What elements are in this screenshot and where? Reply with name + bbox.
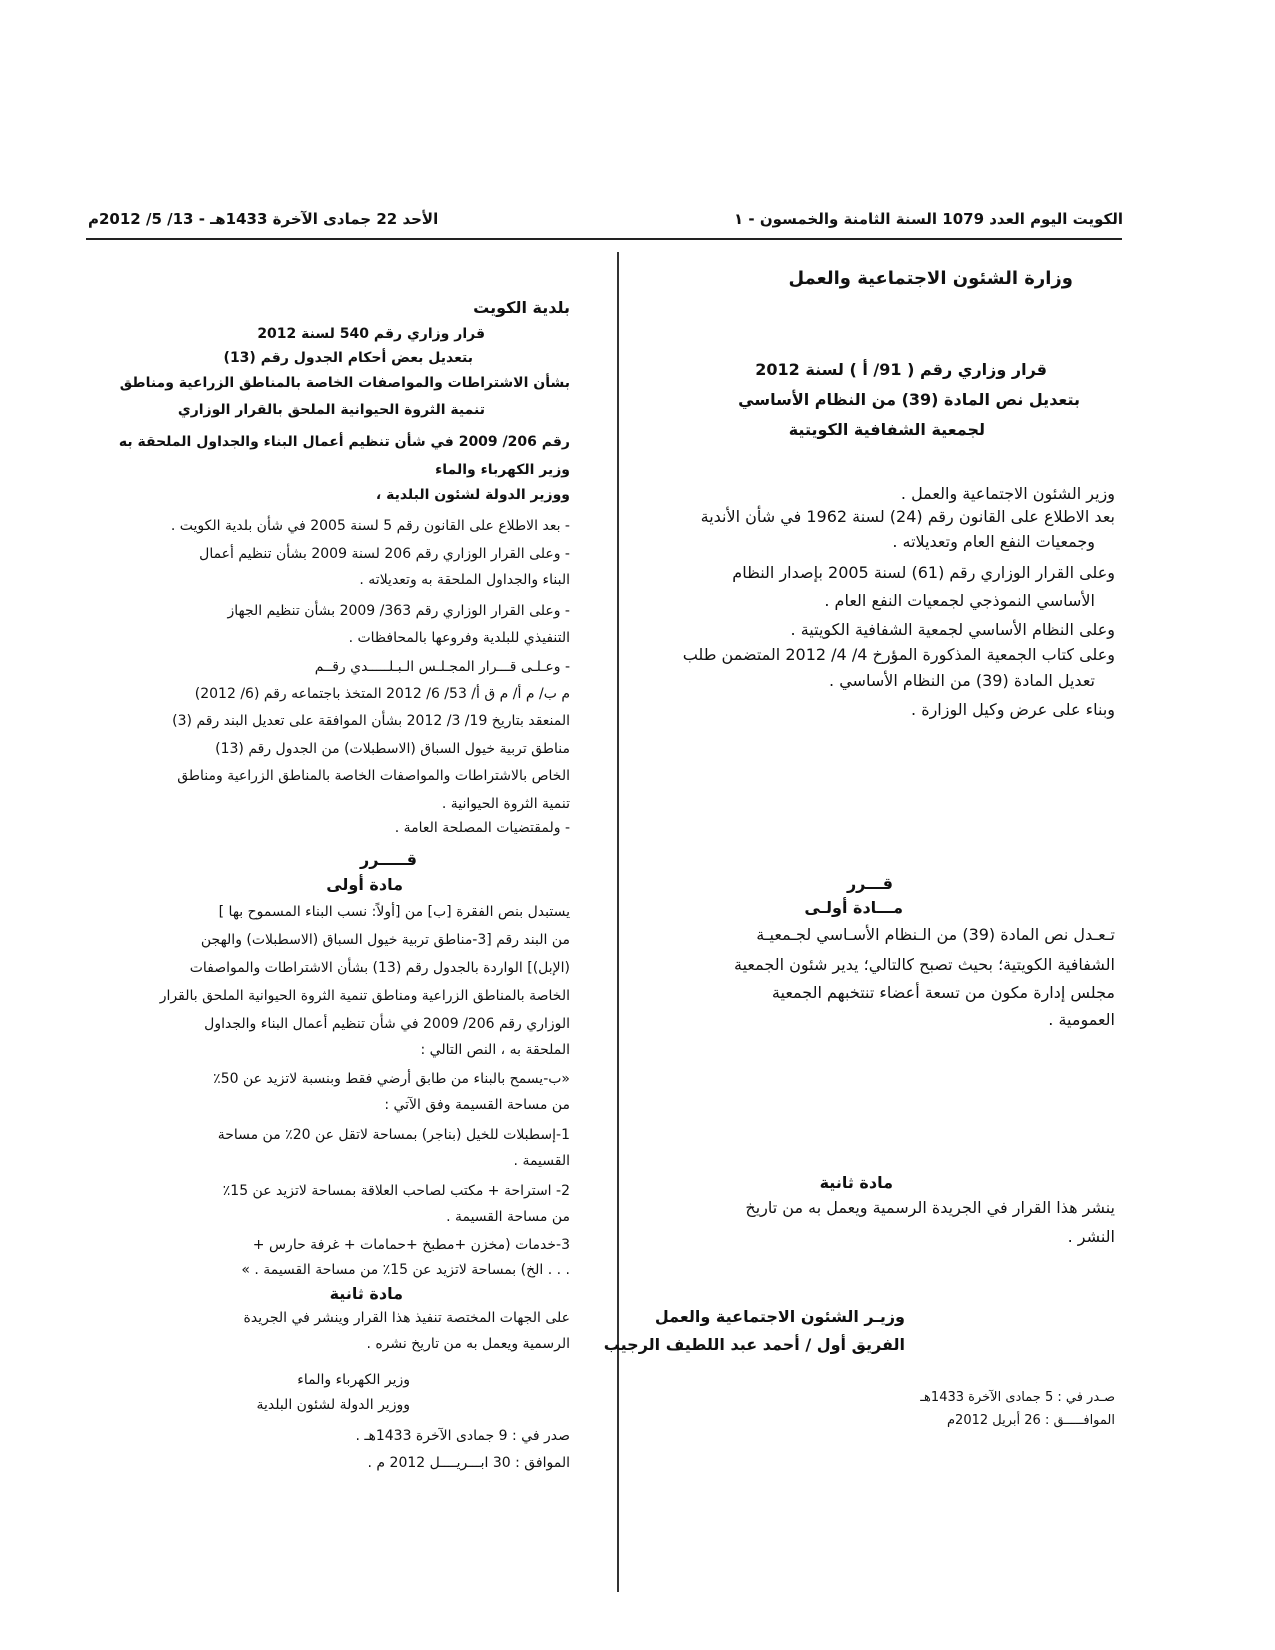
article-1-line: الشفافية الكويتية؛ بحيث تصبح كالتالي؛ يدير شئون الجمعية bbox=[734, 955, 1115, 974]
preamble-line: المنعقد بتاريخ 19/ 3/ 2012 بشأن الموافقة على تعديل البند رقم (3) bbox=[172, 713, 570, 729]
issue-date-line: صدر في : 9 جمادى الآخرة 1433هـ . bbox=[355, 1428, 570, 1444]
gazette-date-header: الأحد 22 جمادى الآخرة 1433هـ - 13/ 5/ 2012م bbox=[88, 210, 439, 228]
decree-title-line: ووزير الدولة لشئون البلدية ، bbox=[375, 487, 570, 503]
article-1-line: الملحقة به ، النص التالي : bbox=[420, 1042, 570, 1058]
preamble-line: - وعلى القرار الوزاري رقم 206 لسنة 2009 بشأن تنظيم أعمال bbox=[199, 546, 570, 562]
article-2-line: ينشر هذا القرار في الجريدة الرسمية ويعمل به من تاريخ bbox=[745, 1198, 1115, 1217]
article-1-line: الخاصة بالمناطق الزراعية ومناطق تنمية الثروة الحيوانية الملحق بالقرار bbox=[159, 988, 570, 1004]
decided-heading: قـــرر bbox=[846, 874, 893, 893]
clause-2-line: من مساحة القسيمة . bbox=[446, 1209, 570, 1225]
preamble-line: تنمية الثروة الحيوانية . bbox=[441, 796, 570, 812]
decree-title-line: قرار وزاري رقم 540 لسنة 2012 bbox=[257, 326, 485, 342]
decree-title-line: قرار وزاري رقم ( 91/ أ ) لسنة 2012 bbox=[755, 360, 1047, 379]
decree-title-line: بشأن الاشتراطات والمواصفات الخاصة بالمناطق الزراعية ومناطق bbox=[119, 375, 570, 391]
article-1-line: العمومية . bbox=[1048, 1010, 1115, 1029]
clause-b-line: «ب-يسمح بالبناء من طابق أرضي فقط وبنسبة لاتزيد عن 50٪ bbox=[213, 1071, 570, 1087]
signer-title: ووزير الدولة لشئون البلدية bbox=[256, 1397, 410, 1413]
article-1-heading: مادة أولى bbox=[326, 875, 403, 894]
signer-name: الفريق أول / أحمد عبد اللطيف الرجيب bbox=[603, 1335, 905, 1354]
preamble-line: - ولمقتضيات المصلحة العامة . bbox=[394, 820, 570, 836]
gazette-issue-header: الكويت اليوم العدد 1079 السنة الثامنة والخمسون - ١ bbox=[734, 210, 1123, 228]
issue-date-line: الموافـــــق : 26 أبريل 2012م bbox=[946, 1413, 1115, 1428]
preamble-line: - وعلى القرار الوزاري رقم 363/ 2009 بشأن تنظيم الجهاز bbox=[227, 603, 570, 619]
clause-3-line: . . . الخ) بمساحة لاتزيد عن 15٪ من مساحة القسيمة . » bbox=[241, 1262, 570, 1278]
article-1-line: تـعـدل نص المادة (39) من الـنظام الأسـاسي لجـمعيـة bbox=[756, 925, 1115, 944]
signer-title: وزير الكهرباء والماء bbox=[297, 1372, 410, 1388]
decree-title-line: بتعديل نص المادة (39) من النظام الأساسي bbox=[738, 390, 1080, 409]
column-divider bbox=[617, 252, 619, 1592]
decided-heading: قـــــرر bbox=[360, 850, 417, 869]
preamble-line: البناء والجداول الملحقة به وتعديلاته . bbox=[359, 572, 570, 588]
article-1-line: (الإبل)] الواردة بالجدول رقم (13) بشأن الاشتراطات والمواصفات bbox=[189, 960, 570, 976]
article-2-line: النشر . bbox=[1067, 1227, 1115, 1246]
preamble-line: وزير الشئون الاجتماعية والعمل . bbox=[900, 484, 1115, 503]
preamble-line: وجمعيات النفع العام وتعديلاته . bbox=[892, 532, 1095, 551]
decree-title-line: لجمعية الشفافية الكويتية bbox=[788, 420, 985, 439]
article-2-line: على الجهات المختصة تنفيذ هذا القرار وينشر في الجريدة bbox=[243, 1310, 570, 1326]
clause-2-line: 2- استراحة + مكتب لصاحب العلاقة بمساحة لاتزيد عن 15٪ bbox=[222, 1183, 570, 1199]
article-1-line: من البند رقم [3-مناطق تربية خيول السباق (الاسطبلات) والهجن bbox=[200, 932, 570, 948]
preamble-line: م ب/ م أ/ م ق أ/ 53/ 6/ 2012 المتخذ باجتماعه رقم (6/ 2012) bbox=[194, 686, 570, 702]
ministry-heading: وزارة الشئون الاجتماعية والعمل bbox=[788, 268, 1073, 289]
article-1-line: يستبدل بنص الفقرة [ب] من [أولاً: نسب البناء المسموح بها ] bbox=[218, 904, 570, 920]
preamble-line: التنفيذي للبلدية وفروعها بالمحافظات . bbox=[348, 630, 570, 646]
preamble-line: وعلى كتاب الجمعية المذكورة المؤرخ 4/ 4/ 2012 المتضمن طلب bbox=[682, 645, 1115, 664]
clause-1-line: 1-إسطبلات للخيل (بناجر) بمساحة لاتقل عن 20٪ من مساحة bbox=[217, 1127, 570, 1143]
signer-title: وزيـر الشئون الاجتماعية والعمل bbox=[654, 1307, 905, 1326]
preamble-line: وبناء على عرض وكيل الوزارة . bbox=[911, 700, 1115, 719]
article-1-line: مجلس إدارة مكون من تسعة أعضاء تنتخبهم الجمعية bbox=[771, 983, 1115, 1002]
decree-title-line: رقم 206/ 2009 في شأن تنظيم أعمال البناء والجداول الملحقة به bbox=[118, 434, 570, 450]
article-1-line: الوزاري رقم 206/ 2009 في شأن تنظيم أعمال البناء والجداول bbox=[204, 1016, 570, 1032]
preamble-line: مناطق تربية خيول السباق (الاسطبلات) من الجدول رقم (13) bbox=[215, 741, 570, 757]
preamble-line: - بعد الاطلاع على القانون رقم 5 لسنة 2005 في شأن بلدية الكويت . bbox=[170, 518, 570, 534]
preamble-line: - وعـلـى قـــرار المجـلـس الـبـلـــــدي رقــم bbox=[314, 659, 570, 675]
article-2-line: الرسمية ويعمل به من تاريخ نشره . bbox=[366, 1336, 570, 1352]
clause-b-line: من مساحة القسيمة وفق الآتي : bbox=[384, 1097, 570, 1113]
preamble-line: الخاص بالاشتراطات والمواصفات الخاصة بالمناطق الزراعية ومناطق bbox=[177, 768, 570, 784]
municipality-heading: بلدية الكويت bbox=[473, 298, 570, 317]
article-1-heading: مـــادة أولـى bbox=[804, 898, 903, 917]
preamble-line: بعد الاطلاع على القانون رقم (24) لسنة 1962 في شأن الأندية bbox=[700, 507, 1115, 526]
header-rule bbox=[86, 238, 1122, 240]
article-2-heading: مادة ثانية bbox=[819, 1173, 893, 1192]
preamble-line: الأساسي النموذجي لجمعيات النفع العام . bbox=[824, 591, 1095, 610]
issue-date-line: الموافق : 30 ابـــريــــل 2012 م . bbox=[367, 1455, 570, 1471]
decree-title-line: بتعديل بعض أحكام الجدول رقم (13) bbox=[223, 350, 473, 366]
decree-title-line: وزير الكهرباء والماء bbox=[435, 462, 570, 478]
preamble-line: تعديل المادة (39) من النظام الأساسي . bbox=[829, 671, 1095, 690]
clause-1-line: القسيمة . bbox=[513, 1153, 570, 1169]
issue-date-line: صـدر في : 5 جمادى الآخرة 1433هـ bbox=[920, 1390, 1115, 1405]
decree-title-line: تنمية الثروة الحيوانية الملحق بالقرار الوزاري bbox=[177, 402, 485, 418]
preamble-line: وعلى النظام الأساسي لجمعية الشفافية الكويتية . bbox=[790, 620, 1115, 639]
clause-3-line: 3-خدمات (مخزن +مطبخ +حمامات + غرفة حارس + bbox=[252, 1237, 570, 1253]
preamble-line: وعلى القرار الوزاري رقم (61) لسنة 2005 بإصدار النظام bbox=[732, 563, 1115, 582]
article-2-heading: مادة ثانية bbox=[329, 1284, 403, 1303]
